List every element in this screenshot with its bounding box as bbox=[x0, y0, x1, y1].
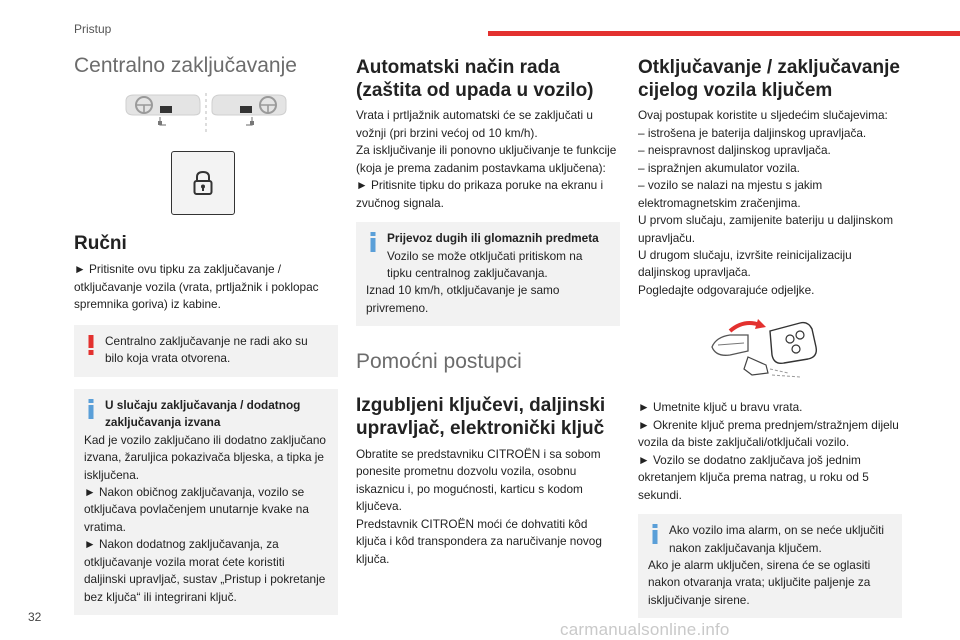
watermark: carmanualsonline.info bbox=[560, 620, 730, 639]
info-line-3: ► Nakon dodatnog zaključavanja, za otključavanje vozila morat ćete koristiti daljinski upravljač, sustav „Pristup i pokretanje bez ključa“ ili integrirani ključ. bbox=[84, 537, 326, 604]
page-number: 32 bbox=[28, 610, 42, 624]
info-icon bbox=[648, 524, 662, 544]
accent-bar bbox=[488, 31, 960, 36]
step-line-2: ► Okrenite ključ prema prednjem/stražnjem dijelu vozila da biste zaključali/otključali vozilo. bbox=[638, 417, 899, 450]
heading-lost-keys: Izgubljeni ključevi, daljinski upravljač, elektronički ključ bbox=[356, 394, 606, 439]
info-note-transport bbox=[356, 222, 620, 326]
transport-line-2: Iznad 10 km/h, otključavanje je samo privremeno. bbox=[366, 283, 560, 315]
transport-heading: Prijevoz dugih ili glomaznih predmeta bbox=[387, 231, 599, 246]
manual-text: ► Pritisnite ovu tipku za zaključavanje / otključavanje vozila (vrata, prtljažnik i poklopac spremnika goriva) iz kabine. bbox=[74, 262, 319, 312]
dashboards-illustration bbox=[124, 93, 288, 135]
step-line-1: ► Umetnite ključ u bravu vrata. bbox=[638, 400, 803, 415]
column-left bbox=[74, 52, 338, 615]
info-line-2: ► Nakon običnog zaključavanja, vozilo se otključava povlačenjem unutarnje kvake na vratima. bbox=[84, 485, 309, 534]
intro-line-6: U prvom slučaju, zamijenite bateriju u daljinskom upravljaču. bbox=[638, 213, 894, 245]
intro-line-4: – ispražnjen akumulator vozila. bbox=[638, 160, 800, 175]
column-middle bbox=[356, 56, 620, 568]
warning-note bbox=[74, 325, 338, 377]
auto-line-2: Za isključivanje ili ponovno uključivanje te funkcije (koja je prema zadanim postavkama uključena): bbox=[356, 143, 617, 175]
padlock-icon bbox=[192, 170, 214, 196]
intro-line-1: Ovaj postupak koristite u sljedećim slučajevima: bbox=[638, 108, 888, 123]
warning-text: Centralno zaključavanje ne radi ako su bilo koja vrata otvorena. bbox=[105, 333, 308, 366]
exclamation-icon bbox=[84, 335, 98, 355]
heading-key-unlocking: Otključavanje / zaključavanje cijelog vozila ključem bbox=[638, 57, 900, 102]
heading-automatic-mode: Automatski način rada (zaštita od upada u vozilo) bbox=[356, 57, 594, 102]
alarm-note-rest: Ako je alarm uključen, sirena će se oglasiti nakon otvaranja vrata; uključite paljenje za isključivanje sirene. bbox=[648, 557, 871, 607]
auto-line-1: Vrata i prtljažnik automatski će se zaključati u vožnji (pri brzini većoj od 10 km/h). bbox=[356, 108, 593, 140]
info-note-external-lock bbox=[74, 389, 338, 615]
lost-line-1: Obratite se predstavniku CITROËN i sa sobom ponesite prometnu dozvolu vozila, osobnu iskaznicu i, po mogućnosti, karticu s kodom ključeva. bbox=[356, 446, 601, 514]
title-auxiliary-procedures: Pomoćni postupci bbox=[356, 350, 522, 374]
intro-line-8: Pogledajte odgovarajuće odjeljke. bbox=[638, 282, 815, 297]
title-central-locking: Centralno zaključavanje bbox=[74, 54, 297, 77]
alarm-note-first: Ako vozilo ima alarm, on se neće uključiti nakon zaključavanja ključem. bbox=[669, 523, 885, 555]
info-heading: U slučaju zaključavanja / dodatnog zaključavanja izvana bbox=[105, 397, 301, 430]
info-line-1: Kad je vozilo zaključano ili dodatno zaključano izvana, žaruljica pokazivača bljeska, a tipka je isključena. bbox=[84, 432, 326, 482]
info-icon bbox=[366, 232, 380, 252]
transport-line-1: Vozilo se može otključati pritiskom na tipku centralnog zaključavanja. bbox=[387, 248, 583, 280]
intro-line-3: – neispravnost daljinskog upravljača. bbox=[638, 143, 831, 158]
info-icon bbox=[84, 399, 98, 419]
dashboard-lock-illustration-icon bbox=[124, 93, 288, 135]
intro-line-7: U drugom slučaju, izvršite reinicijalizaciju daljinskog upravljača. bbox=[638, 247, 852, 280]
lost-line-2: Predstavnik CITROËN moći će dohvatiti kôd ključa i kôd transpondera za naručivanje novog ključa. bbox=[356, 516, 602, 566]
column-right bbox=[638, 56, 902, 618]
heading-manual: Ručni bbox=[74, 233, 127, 255]
key-illustration bbox=[708, 317, 818, 381]
step-line-3: ► Vozilo se dodatno zaključava još jednim okretanjem ključa prema natrag, u roku od 5 sekundi. bbox=[638, 452, 869, 502]
info-note-alarm bbox=[638, 514, 902, 618]
central-lock-button bbox=[171, 151, 235, 215]
section-label: Pristup bbox=[74, 22, 112, 36]
intro-line-5: – vozilo se nalazi na mjestu s jakim elektromagnetskim zračenjima. bbox=[638, 178, 823, 210]
intro-line-2: – istrošena je baterija daljinskog upravljača. bbox=[638, 125, 867, 140]
auto-line-3: ► Pritisnite tipku do prikaza poruke na ekranu i zvučnog signala. bbox=[356, 178, 604, 210]
key-in-lock-illustration-icon bbox=[708, 317, 818, 381]
